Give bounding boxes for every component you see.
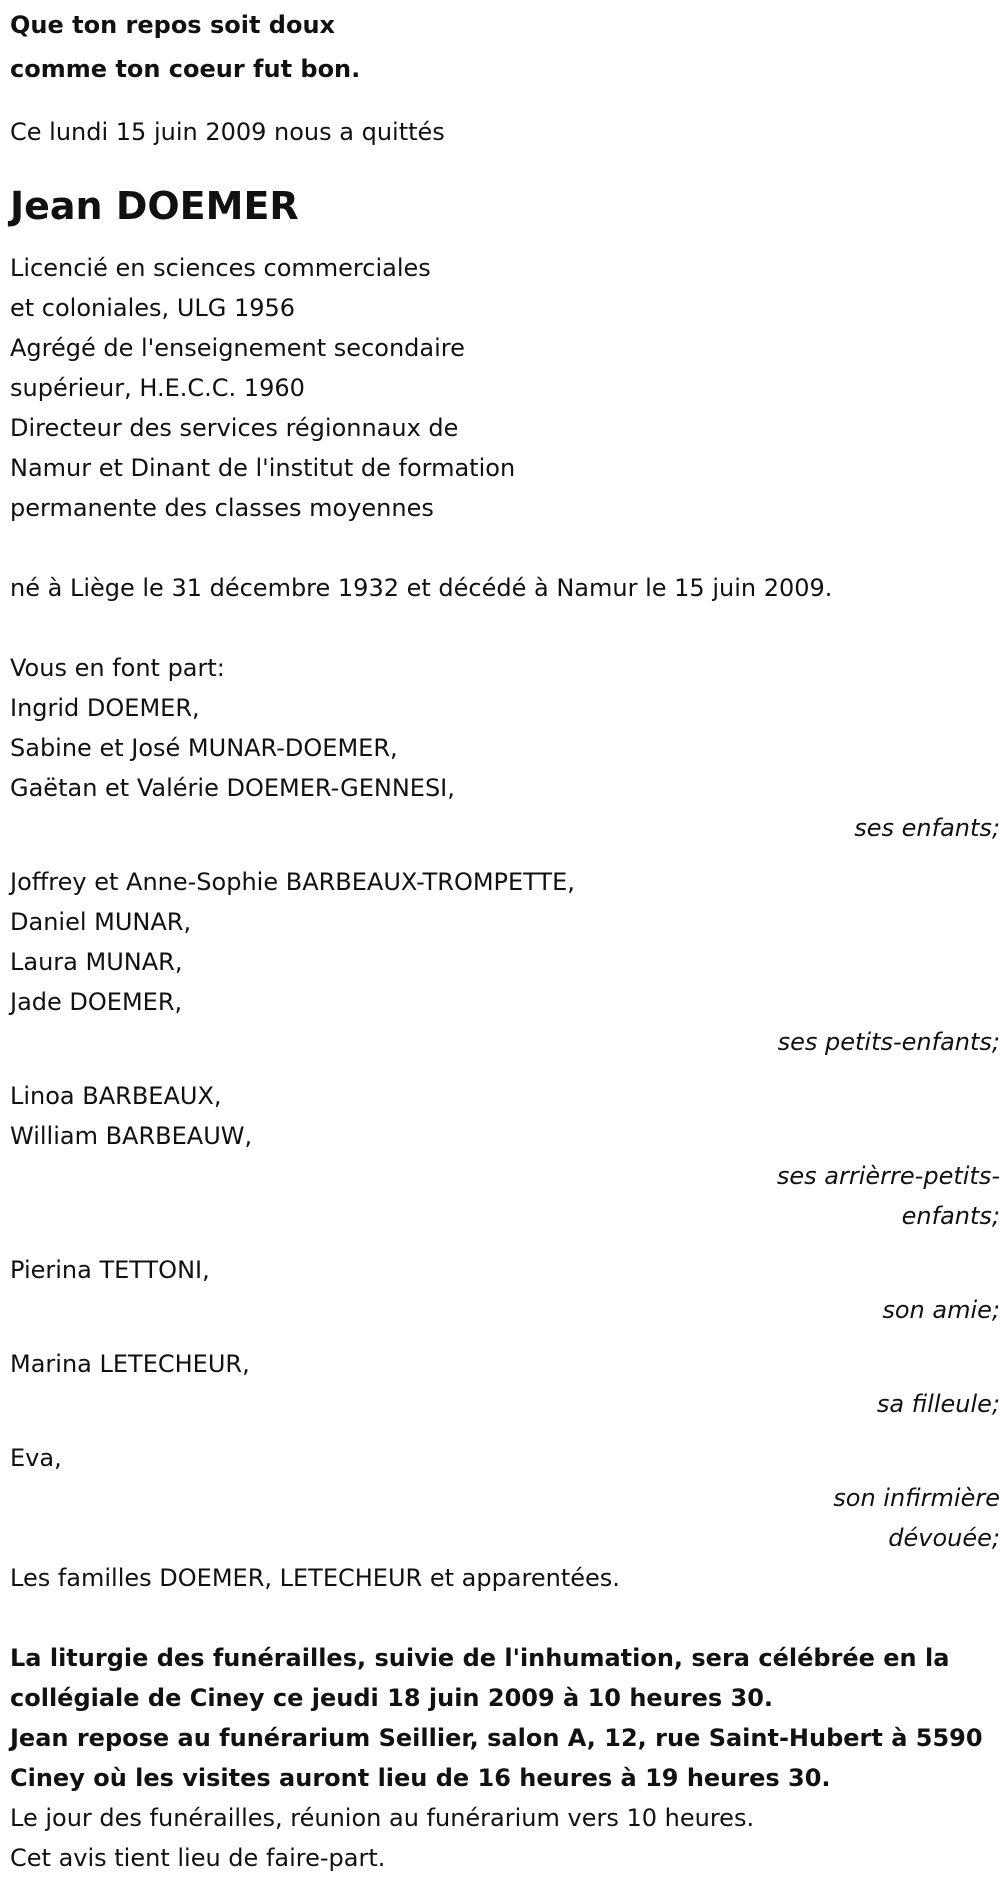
ceremony-bold-line: Jean repose au funérarium Seillier, salon A, 12, rue Saint-Hubert à 5590 [10, 1724, 983, 1752]
family-member-name: Sabine et José MUNAR-DOEMER, [10, 734, 398, 762]
family-group-goddaughter [10, 1344, 1000, 1424]
family-group-great-grandchildren [10, 1076, 1000, 1236]
family-group-nurse [10, 1438, 1000, 1558]
families-line: Les familles DOEMER, LETECHEUR et apparentées. [10, 1564, 620, 1592]
family-member-name: Eva, [10, 1444, 62, 1472]
intro-line: Vous en font part: [10, 654, 225, 682]
family-member-name: Jade DOEMER, [10, 988, 183, 1016]
family-member-name: Linoa BARBEAUX, [10, 1082, 222, 1110]
obituary-notice [10, 0, 1000, 1878]
family-group-friend [10, 1250, 1000, 1330]
ceremony-bold-line: Ciney où les visites auront lieu de 16 heures à 19 heures 30. [10, 1764, 831, 1792]
relation-label: son amie; [882, 1296, 1000, 1324]
ceremony-plain-line: Cet avis tient lieu de faire-part. [10, 1844, 386, 1872]
credentials [10, 248, 990, 528]
family-member-name: Joffrey et Anne-Sophie BARBEAUX-TROMPETTE, [10, 868, 575, 896]
credential-line: et coloniales, ULG 1956 [10, 294, 296, 322]
credential-line: Directeur des services régionnaux de [10, 414, 459, 442]
relation-label: son infirmière dévouée; [833, 1484, 1000, 1552]
family-group-grandchildren [10, 862, 1000, 1062]
epitaph-line-2: comme ton coeur fut bon. [10, 55, 361, 83]
family-member-name: Daniel MUNAR, [10, 908, 192, 936]
birth-death-line: né à Liège le 31 décembre 1932 et décédé à Namur le 15 juin 2009. [10, 574, 833, 602]
ceremony-plain-line: Le jour des funérailles, réunion au funérarium vers 10 heures. [10, 1804, 755, 1832]
ceremony-bold-line: La liturgie des funérailles, suivie de l'inhumation, sera célébrée en la [10, 1644, 950, 1672]
credential-line: Agrégé de l'enseignement secondaire [10, 334, 465, 362]
relation-label: ses petits-enfants; [777, 1028, 1000, 1056]
ceremony-details [10, 1638, 990, 1878]
family-member-name: William BARBEAUW, [10, 1122, 253, 1150]
credential-line: permanente des classes moyennes [10, 494, 434, 522]
family-member-name: Laura MUNAR, [10, 948, 183, 976]
death-announcement: Ce lundi 15 juin 2009 nous a quittés [10, 118, 445, 146]
family-member-name: Pierina TETTONI, [10, 1256, 210, 1284]
family-member-name: Gaëtan et Valérie DOEMER-GENNESI, [10, 774, 455, 802]
family-member-name: Marina LETECHEUR, [10, 1350, 250, 1378]
deceased-name: Jean DOEMER [10, 184, 299, 228]
relation-label: ses enfants; [854, 814, 1000, 842]
family-member-name: Ingrid DOEMER, [10, 694, 200, 722]
relation-label: sa filleule; [876, 1390, 1000, 1418]
family-group-children [10, 688, 1000, 848]
relation-label: ses arrièrre-petits- enfants; [776, 1162, 1000, 1230]
ceremony-bold-line: collégiale de Ciney ce jeudi 18 juin 2009 à 10 heures 30. [10, 1684, 774, 1712]
credential-line: supérieur, H.E.C.C. 1960 [10, 374, 305, 402]
credential-line: Namur et Dinant de l'institut de formation [10, 454, 516, 482]
credential-line: Licencié en sciences commerciales [10, 254, 431, 282]
epitaph-line-1: Que ton repos soit doux [10, 11, 336, 39]
